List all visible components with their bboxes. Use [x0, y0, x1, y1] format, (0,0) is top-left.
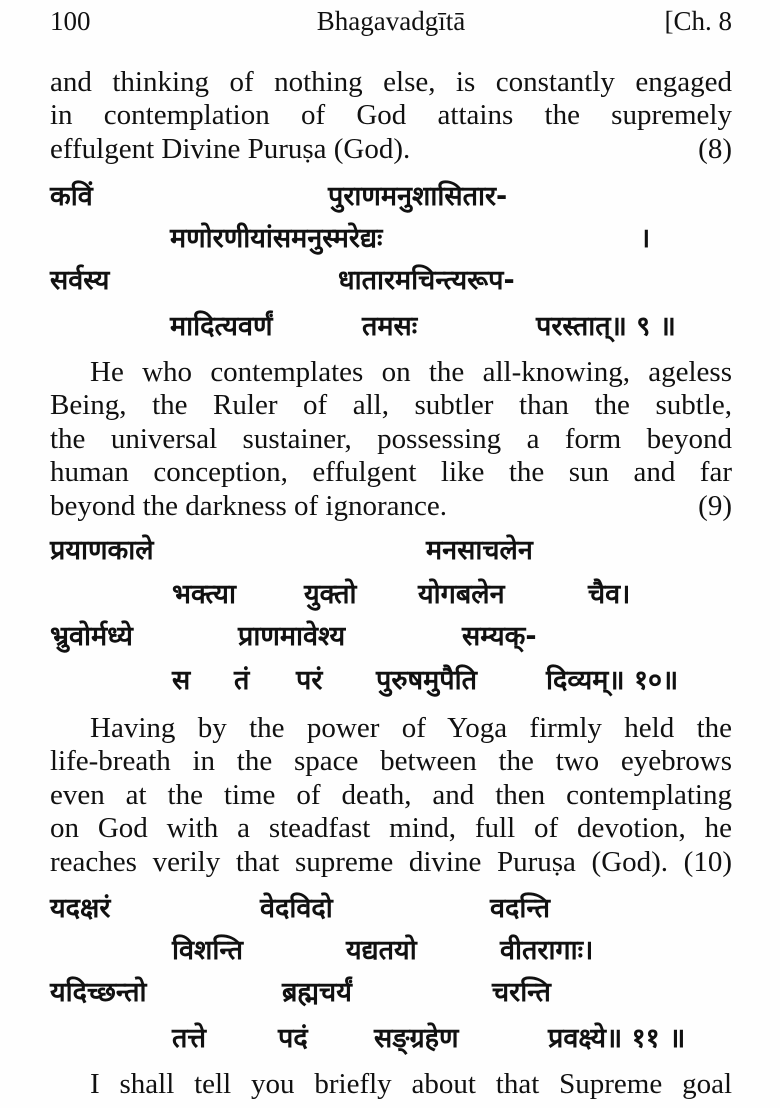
sanskrit-word: युक्तो: [304, 579, 357, 610]
page-number: 100: [50, 6, 91, 36]
sanskrit-word: तं: [234, 665, 250, 696]
sanskrit-word: परं: [296, 665, 323, 696]
text-line: the universal sustainer, possessing a form beyond: [50, 422, 732, 455]
sanskrit-word: सङ्ग्रहेण: [374, 1023, 459, 1054]
text-line: on God with a steadfast mind, full of devotion, he: [50, 812, 732, 845]
sanskrit-word: वेदविदो: [260, 893, 333, 924]
verse-ref: (9): [698, 489, 732, 522]
text-line: even at the time of death, and then contemplating: [50, 778, 732, 811]
text-line: I shall tell you briefly about that Supreme goal: [90, 1068, 732, 1100]
sanskrit-word: मनसाचलेन: [426, 535, 533, 566]
sanskrit-word: यद्यतयो: [346, 935, 417, 966]
sanskrit-word: ब्रह्मचर्यं: [282, 977, 352, 1008]
sanskrit-word: दिव्यम्॥ १०॥: [546, 665, 679, 696]
sanskrit-word: चरन्ति: [492, 977, 551, 1008]
running-header: [50, 6, 732, 40]
sanskrit-word: पुरुषमुपैति: [376, 665, 477, 696]
text-line: human conception, effulgent like the sun and far: [50, 456, 732, 489]
text-line: [50, 133, 732, 166]
sanskrit-word: प्रवक्ष्ये॥ ११ ॥: [548, 1023, 686, 1054]
sanskrit-word: मादित्यवर्णं: [170, 311, 273, 342]
sanskrit-word: मणोरणीयांसमनुस्मरेद्यः: [170, 223, 383, 254]
sanskrit-word: चैव।: [588, 579, 631, 610]
verse-ref: (8): [698, 132, 732, 165]
chapter-label: [Ch. 8: [664, 6, 732, 36]
sanskrit-word: यदक्षरं: [50, 893, 111, 924]
text-line: and thinking of nothing else, is constantly engaged: [50, 66, 732, 98]
sanskrit-word: प्रयाणकाले: [50, 535, 154, 566]
sanskrit-word: विशन्ति: [172, 935, 244, 966]
text-line-content: effulgent Divine Puruṣa (God).: [50, 132, 411, 165]
text-line: [50, 490, 732, 523]
sanskrit-word: धातारमचिन्त्यरूप-: [338, 265, 515, 296]
text-line: reaches verily that supreme divine Puruṣa (God). (10): [50, 845, 732, 878]
text-line: Being, the Ruler of all, subtler than the subtle,: [50, 389, 732, 422]
book-title: Bhagavadgītā: [316, 6, 466, 36]
sanskrit-word: सम्यक्-: [462, 621, 537, 652]
sanskrit-word: स: [172, 665, 191, 696]
sanskrit-word: भ्रुवोर्मध्ये: [50, 621, 133, 652]
sanskrit-word: योगबलेन: [418, 579, 505, 610]
translation-verse-8: [50, 66, 732, 166]
sanskrit-word: वदन्ति: [490, 893, 551, 924]
text-line: Having by the power of Yoga firmly held the: [90, 712, 732, 744]
sanskrit-word: वीतरागाः।: [500, 935, 594, 966]
sanskrit-word: यदिच्छन्तो: [50, 977, 147, 1008]
sanskrit-word: भक्त्या: [172, 579, 236, 610]
text-line-content: beyond the darkness of ignorance.: [50, 489, 448, 522]
sanskrit-word: तत्ते: [172, 1023, 207, 1054]
translation-verse-9: [50, 356, 732, 523]
sanskrit-word: तमसः: [362, 311, 418, 342]
sanskrit-word: प्राणमावेश्य: [238, 621, 346, 652]
translation-verse-10: [50, 712, 732, 879]
text-line: in contemplation of God attains the supremely: [50, 99, 732, 132]
sanskrit-word: सर्वस्य: [50, 265, 110, 296]
sanskrit-word: पदं: [278, 1023, 308, 1054]
sanskrit-word: ।: [640, 223, 651, 254]
text-line: life-breath in the space between the two eyebrows: [50, 745, 732, 778]
sanskrit-word: कविं: [50, 181, 93, 212]
translation-verse-11: [50, 1068, 732, 1101]
sanskrit-word: परस्तात्॥ ९ ॥: [536, 311, 676, 342]
sanskrit-word: पुराणमनुशासितार-: [328, 181, 508, 212]
text-line: He who contemplates on the all-knowing, ageless: [90, 356, 732, 388]
